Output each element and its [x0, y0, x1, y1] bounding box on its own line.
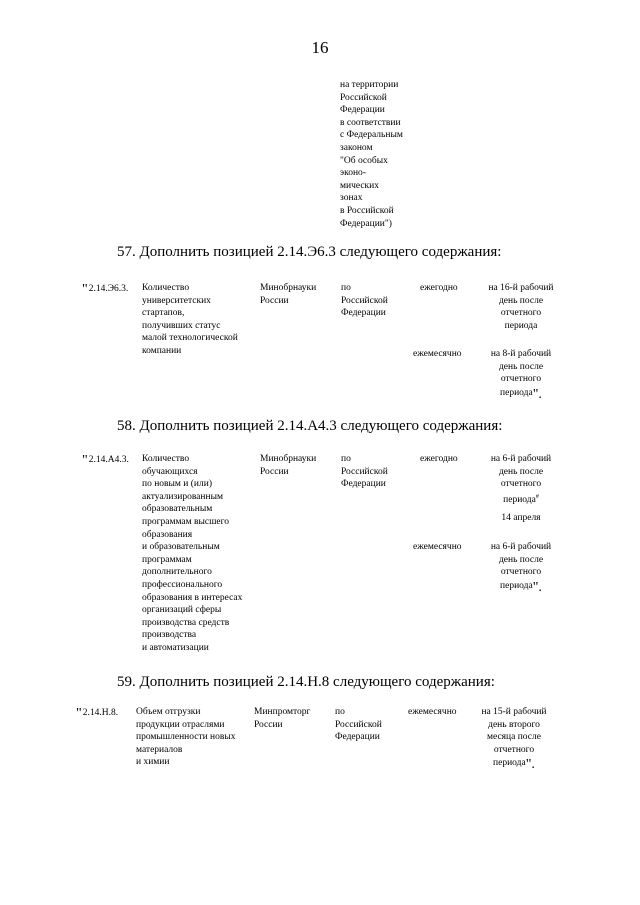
agency-line: Минпромторг	[254, 707, 311, 717]
level-line: Российской	[341, 295, 388, 306]
deadline-line: на 6-й рабочий	[490, 542, 552, 552]
continuation-text	[340, 79, 430, 230]
deadline-line: периода".	[500, 386, 542, 402]
frequency: ежегодно	[420, 283, 458, 293]
agency-line: Минобрнауки	[260, 454, 317, 464]
responsible-agency	[254, 706, 310, 731]
close-quote: ".	[525, 757, 535, 773]
deadline-line: периода".	[500, 579, 542, 595]
deadline-line: месяца после	[487, 732, 541, 743]
continuation-line: на территории	[340, 80, 399, 90]
name-line: Количество	[142, 454, 190, 464]
continuation-line: мических	[340, 180, 379, 191]
continuation-line: зонах	[340, 193, 363, 204]
name-line: и химии	[136, 757, 170, 768]
name-line: организаций сферы	[142, 605, 222, 616]
name-line: образования в интересах	[142, 592, 243, 603]
name-line: актуализированным	[142, 491, 223, 502]
deadline	[476, 348, 566, 402]
indicator-name	[136, 706, 236, 769]
name-line: профессионального	[142, 579, 223, 590]
close-quote: ".	[532, 579, 542, 595]
code-text: 2.14.Э6.3.	[88, 284, 129, 294]
level-line: Федерации	[335, 732, 380, 743]
level-line: Федерации	[341, 308, 386, 319]
level-line: по	[335, 707, 345, 717]
open-quote: "	[76, 706, 82, 721]
deadline-line: отчетного	[500, 479, 542, 490]
continuation-line: эконо-	[340, 168, 366, 179]
name-line: и автоматизации	[142, 642, 209, 653]
agency-line: России	[254, 719, 283, 730]
name-line: по новым и (или)	[142, 479, 212, 490]
continuation-line: в соответствии	[340, 117, 401, 128]
deadline-line: отчетного	[493, 744, 535, 755]
continuation-line: законом	[340, 142, 373, 153]
name-line: и образовательным	[142, 542, 220, 553]
deadline	[476, 453, 566, 524]
continuation-line: Российской	[340, 92, 387, 103]
responsible-agency	[260, 282, 316, 307]
deadline-line: день после	[498, 295, 544, 306]
name-line: малой технологической	[142, 333, 238, 344]
frequency: ежегодно	[420, 454, 458, 464]
name-line: программам высшего	[142, 516, 230, 527]
agency-line: Минобрнауки	[260, 283, 317, 293]
name-line: обучающихся	[142, 466, 198, 477]
name-line: производства средств	[142, 617, 230, 628]
deadline-line: отчетного	[500, 374, 542, 385]
indicator-name	[142, 282, 238, 358]
deadline-line: день второго	[488, 719, 540, 730]
name-line: промышленности новых	[136, 732, 236, 743]
level-line: Российской	[335, 719, 382, 730]
deadline-line: на 8-й рабочий	[490, 349, 552, 359]
deadline-line: на 16-й рабочий	[488, 283, 554, 293]
deadline	[468, 706, 560, 773]
page-number: 16	[311, 38, 329, 57]
deadline-line: периода#	[503, 493, 539, 505]
name-line: образовательным	[142, 504, 213, 515]
level-line: по	[341, 283, 351, 293]
name-line: программам	[142, 554, 192, 565]
continuation-line: в Российской	[340, 205, 394, 216]
code-text: 2.14.Н.8.	[82, 708, 119, 718]
deadline-line: день после	[498, 554, 544, 565]
agency-line: России	[260, 466, 289, 477]
name-line: продукции отраслями	[136, 719, 225, 730]
continuation-line: "Об особых	[340, 155, 388, 166]
deadline	[476, 541, 566, 595]
indicator-name	[142, 453, 242, 655]
section-heading: 59. Дополнить позицией 2.14.Н.8 следующего содержания:	[117, 674, 495, 690]
deadline-extra: 14 апреля	[501, 512, 541, 523]
aggregation-level	[341, 282, 388, 320]
close-quote: ".	[532, 386, 542, 402]
name-line: Объем отгрузки	[136, 707, 201, 717]
name-line: дополнительного	[142, 567, 212, 578]
deadline-line: отчетного	[500, 567, 542, 578]
name-line: Количество	[142, 283, 190, 293]
name-line: материалов	[136, 744, 183, 755]
deadline-line: периода".	[493, 757, 535, 773]
continuation-line: Федерации	[340, 105, 385, 116]
name-line: образования	[142, 529, 193, 540]
item-code	[76, 706, 118, 720]
name-line: производства	[142, 630, 197, 641]
level-line: по	[341, 454, 351, 464]
level-line: Федерации	[341, 479, 386, 490]
deadline-line: периода	[504, 320, 538, 331]
section-heading: 58. Дополнить позицией 2.14.А4.3 следующего содержания:	[117, 418, 503, 434]
frequency: ежемесячно	[413, 349, 462, 359]
item-code	[82, 453, 129, 467]
open-quote: "	[82, 282, 88, 297]
section-heading: 57. Дополнить позицией 2.14.Э6.3 следующего содержания:	[117, 244, 502, 260]
frequency: ежемесячно	[413, 542, 462, 552]
continuation-line: с Федеральным	[340, 130, 403, 141]
responsible-agency	[260, 453, 316, 478]
deadline	[476, 282, 566, 332]
agency-line: России	[260, 295, 289, 306]
name-line: компании	[142, 345, 182, 356]
deadline-line: на 6-й рабочий	[490, 454, 552, 464]
footnote-mark: #	[535, 493, 539, 500]
open-quote: "	[82, 453, 88, 468]
deadline-line: день после	[498, 466, 544, 477]
name-line: стартапов,	[142, 308, 185, 319]
aggregation-level	[341, 453, 388, 491]
level-line: Российской	[341, 466, 388, 477]
item-code	[82, 282, 128, 296]
code-text: 2.14.А4.3.	[88, 455, 129, 465]
continuation-line: Федерации")	[340, 218, 392, 229]
name-line: получивших статус	[142, 320, 221, 331]
name-line: университетских	[142, 295, 211, 306]
frequency: ежемесячно	[408, 707, 457, 717]
aggregation-level	[335, 706, 382, 744]
deadline-line: день после	[498, 361, 544, 372]
deadline-line: отчетного	[500, 308, 542, 319]
deadline-line: на 15-й рабочий	[481, 707, 547, 717]
